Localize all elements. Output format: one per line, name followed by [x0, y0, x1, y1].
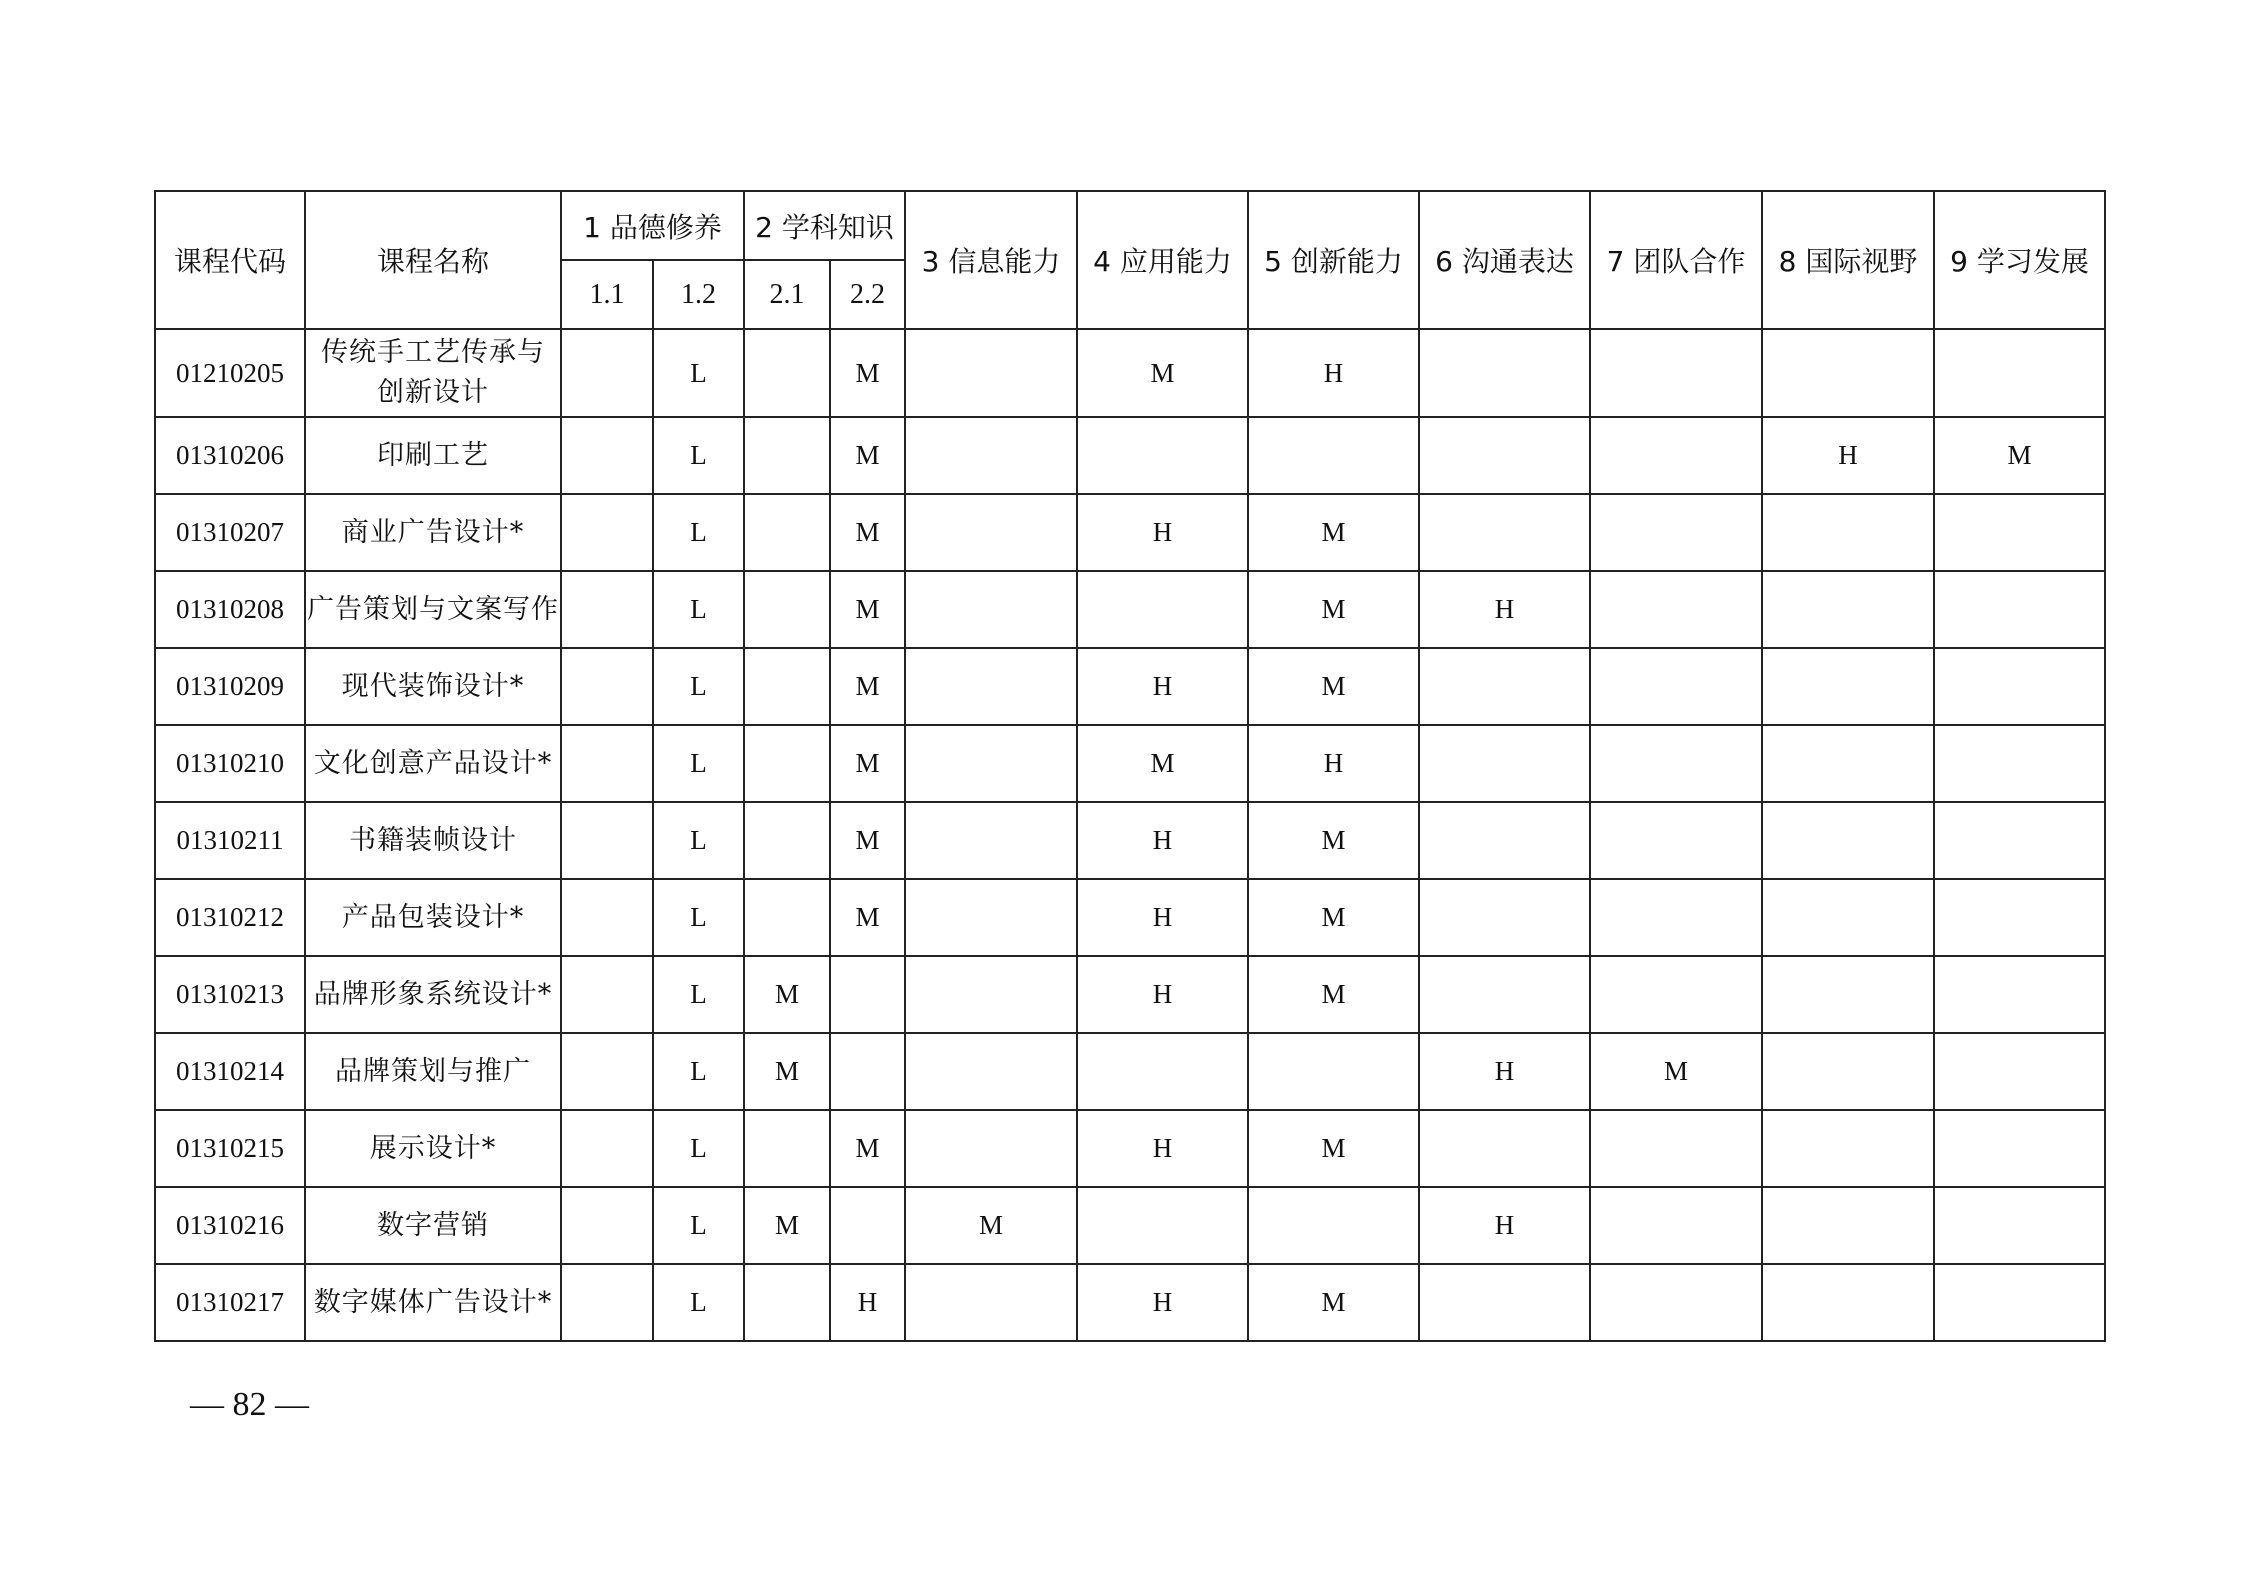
mark-cell: H [1248, 725, 1419, 802]
mark-cell [1590, 571, 1762, 648]
mark-cell [561, 417, 653, 494]
mark-cell [1934, 329, 2105, 417]
mark-cell [1762, 1187, 1934, 1264]
mark-cell: M [830, 648, 905, 725]
mark-cell: L [653, 648, 744, 725]
mark-cell [561, 802, 653, 879]
header-col-7: 7 团队合作 [1590, 191, 1762, 329]
mark-cell [830, 1033, 905, 1110]
mark-cell: M [1248, 802, 1419, 879]
course-name-cell: 品牌策划与推广 [305, 1033, 561, 1110]
mark-cell [1419, 1110, 1590, 1187]
mark-cell [1419, 417, 1590, 494]
mark-cell: H [1077, 494, 1248, 571]
mark-cell: M [744, 956, 830, 1033]
mark-cell: M [830, 571, 905, 648]
mark-cell: M [830, 417, 905, 494]
mark-cell [744, 571, 830, 648]
header-col-5: 5 创新能力 [1248, 191, 1419, 329]
mark-cell [561, 329, 653, 417]
mark-cell: M [1248, 879, 1419, 956]
table-row [155, 1187, 2105, 1264]
course-name-cell: 书籍装帧设计 [305, 802, 561, 879]
course-name-cell: 产品包装设计* [305, 879, 561, 956]
mark-cell [905, 1110, 1077, 1187]
mark-cell [744, 329, 830, 417]
mark-cell [1762, 879, 1934, 956]
mark-cell [561, 1187, 653, 1264]
mark-cell [1590, 329, 1762, 417]
mark-cell: M [830, 1110, 905, 1187]
mark-cell: H [1077, 1110, 1248, 1187]
course-code-cell: 01310217 [155, 1264, 305, 1341]
mark-cell: M [905, 1187, 1077, 1264]
mark-cell [1762, 1110, 1934, 1187]
mark-cell [1590, 956, 1762, 1033]
mark-cell [1419, 802, 1590, 879]
mark-cell [905, 725, 1077, 802]
mark-cell [1934, 956, 2105, 1033]
mark-cell [1934, 802, 2105, 879]
mark-cell [1419, 329, 1590, 417]
course-name-cell: 品牌形象系统设计* [305, 956, 561, 1033]
mark-cell [561, 956, 653, 1033]
mark-cell [561, 1033, 653, 1110]
mark-cell: M [830, 802, 905, 879]
course-code-cell: 01310213 [155, 956, 305, 1033]
course-matrix-table [154, 190, 2106, 1342]
mark-cell [744, 648, 830, 725]
mark-cell [1590, 1187, 1762, 1264]
mark-cell [744, 494, 830, 571]
header-col-6: 6 沟通表达 [1419, 191, 1590, 329]
mark-cell [744, 417, 830, 494]
mark-cell: M [830, 725, 905, 802]
header-col-8: 8 国际视野 [1762, 191, 1934, 329]
table-row [155, 417, 2105, 494]
mark-cell [1762, 956, 1934, 1033]
mark-cell: H [1762, 417, 1934, 494]
mark-cell [905, 417, 1077, 494]
mark-cell [830, 956, 905, 1033]
mark-cell: H [1419, 571, 1590, 648]
mark-cell [1762, 1264, 1934, 1341]
mark-cell [1248, 1033, 1419, 1110]
header-sub-1-2: 1.2 [653, 260, 744, 329]
mark-cell [744, 1110, 830, 1187]
mark-cell [744, 1264, 830, 1341]
course-name-cell: 数字营销 [305, 1187, 561, 1264]
mark-cell [1077, 1033, 1248, 1110]
table-row [155, 1264, 2105, 1341]
page-number: — 82 — [190, 1386, 309, 1423]
mark-cell [1934, 1033, 2105, 1110]
mark-cell: L [653, 329, 744, 417]
mark-cell: H [1419, 1033, 1590, 1110]
mark-cell [1419, 494, 1590, 571]
mark-cell [1934, 879, 2105, 956]
mark-cell [905, 802, 1077, 879]
mark-cell: H [1077, 1264, 1248, 1341]
mark-cell [1762, 648, 1934, 725]
table-row [155, 571, 2105, 648]
mark-cell [905, 329, 1077, 417]
mark-cell: L [653, 1033, 744, 1110]
course-code-cell: 01310212 [155, 879, 305, 956]
header-group-1: 1 品德修养 [561, 191, 744, 260]
mark-cell: L [653, 1110, 744, 1187]
course-code-cell: 01310216 [155, 1187, 305, 1264]
mark-cell: L [653, 725, 744, 802]
table-row [155, 329, 2105, 417]
mark-cell [1934, 648, 2105, 725]
mark-cell: M [1934, 417, 2105, 494]
header-sub-2-1: 2.1 [744, 260, 830, 329]
header-sub-1-1: 1.1 [561, 260, 653, 329]
mark-cell [905, 956, 1077, 1033]
mark-cell: H [1077, 956, 1248, 1033]
mark-cell [561, 648, 653, 725]
mark-cell [561, 494, 653, 571]
course-name-cell: 数字媒体广告设计* [305, 1264, 561, 1341]
mark-cell: L [653, 956, 744, 1033]
mark-cell [905, 648, 1077, 725]
mark-cell: M [1248, 956, 1419, 1033]
header-sub-2-2: 2.2 [830, 260, 905, 329]
table-row [155, 648, 2105, 725]
mark-cell [1419, 879, 1590, 956]
table-row [155, 1110, 2105, 1187]
mark-cell: H [1419, 1187, 1590, 1264]
mark-cell [1934, 1187, 2105, 1264]
mark-cell [830, 1187, 905, 1264]
mark-cell [1590, 417, 1762, 494]
course-code-cell: 01210205 [155, 329, 305, 417]
mark-cell: M [1248, 1264, 1419, 1341]
mark-cell: M [1248, 494, 1419, 571]
mark-cell [1077, 1187, 1248, 1264]
mark-cell [905, 494, 1077, 571]
mark-cell: M [1248, 1110, 1419, 1187]
mark-cell: H [1077, 648, 1248, 725]
header-col-4: 4 应用能力 [1077, 191, 1248, 329]
table-body [155, 329, 2105, 1341]
mark-cell [905, 879, 1077, 956]
mark-cell [1762, 494, 1934, 571]
course-name-cell: 展示设计* [305, 1110, 561, 1187]
mark-cell [905, 1264, 1077, 1341]
mark-cell [561, 725, 653, 802]
course-code-cell: 01310207 [155, 494, 305, 571]
header-course-name: 课程名称 [305, 191, 561, 329]
mark-cell [905, 571, 1077, 648]
mark-cell: M [830, 879, 905, 956]
mark-cell: L [653, 1264, 744, 1341]
mark-cell [1077, 571, 1248, 648]
mark-cell [1419, 648, 1590, 725]
course-code-cell: 01310208 [155, 571, 305, 648]
mark-cell [561, 1110, 653, 1187]
mark-cell [1590, 725, 1762, 802]
mark-cell: L [653, 494, 744, 571]
mark-cell [1762, 802, 1934, 879]
mark-cell [561, 571, 653, 648]
mark-cell: M [744, 1033, 830, 1110]
mark-cell [1590, 1264, 1762, 1341]
header-group-2: 2 学科知识 [744, 191, 905, 260]
course-code-cell: 01310206 [155, 417, 305, 494]
table-row [155, 1033, 2105, 1110]
mark-cell: H [1248, 329, 1419, 417]
mark-cell [1762, 725, 1934, 802]
mark-cell [561, 1264, 653, 1341]
mark-cell [1934, 725, 2105, 802]
mark-cell: M [1248, 571, 1419, 648]
mark-cell [1419, 1264, 1590, 1341]
mark-cell [1762, 571, 1934, 648]
course-code-cell: 01310215 [155, 1110, 305, 1187]
mark-cell: H [830, 1264, 905, 1341]
mark-cell [1934, 571, 2105, 648]
mark-cell [1077, 417, 1248, 494]
mark-cell [1934, 494, 2105, 571]
mark-cell [1590, 1110, 1762, 1187]
mark-cell: M [830, 329, 905, 417]
mark-cell [1590, 879, 1762, 956]
mark-cell [1762, 329, 1934, 417]
mark-cell: M [1590, 1033, 1762, 1110]
mark-cell [1934, 1110, 2105, 1187]
mark-cell [1419, 956, 1590, 1033]
table-row [155, 956, 2105, 1033]
mark-cell: L [653, 417, 744, 494]
mark-cell [1590, 802, 1762, 879]
mark-cell: M [744, 1187, 830, 1264]
course-name-cell: 现代装饰设计* [305, 648, 561, 725]
course-name-cell: 商业广告设计* [305, 494, 561, 571]
mark-cell [1590, 494, 1762, 571]
header-course-code: 课程代码 [155, 191, 305, 329]
table-row [155, 802, 2105, 879]
table-row [155, 725, 2105, 802]
course-name-cell: 传统手工艺传承与创新设计 [305, 329, 561, 417]
mark-cell: L [653, 571, 744, 648]
course-code-cell: 01310211 [155, 802, 305, 879]
mark-cell: M [830, 494, 905, 571]
mark-cell [744, 725, 830, 802]
mark-cell: L [653, 879, 744, 956]
mark-cell: M [1077, 725, 1248, 802]
mark-cell [1762, 1033, 1934, 1110]
course-name-cell: 文化创意产品设计* [305, 725, 561, 802]
mark-cell [744, 802, 830, 879]
mark-cell [1590, 648, 1762, 725]
mark-cell [1248, 417, 1419, 494]
mark-cell [1248, 1187, 1419, 1264]
mark-cell [1419, 725, 1590, 802]
header-col-3: 3 信息能力 [905, 191, 1077, 329]
mark-cell [744, 879, 830, 956]
table-row [155, 879, 2105, 956]
mark-cell: H [1077, 802, 1248, 879]
course-name-cell: 广告策划与文案写作 [305, 571, 561, 648]
header-col-9: 9 学习发展 [1934, 191, 2105, 329]
mark-cell: H [1077, 879, 1248, 956]
table-header [155, 191, 2105, 329]
course-code-cell: 01310210 [155, 725, 305, 802]
course-name-cell: 印刷工艺 [305, 417, 561, 494]
mark-cell: L [653, 1187, 744, 1264]
mark-cell: M [1077, 329, 1248, 417]
mark-cell [905, 1033, 1077, 1110]
mark-cell: M [1248, 648, 1419, 725]
course-code-cell: 01310209 [155, 648, 305, 725]
mark-cell [561, 879, 653, 956]
mark-cell [1934, 1264, 2105, 1341]
table-row [155, 494, 2105, 571]
mark-cell: L [653, 802, 744, 879]
course-code-cell: 01310214 [155, 1033, 305, 1110]
